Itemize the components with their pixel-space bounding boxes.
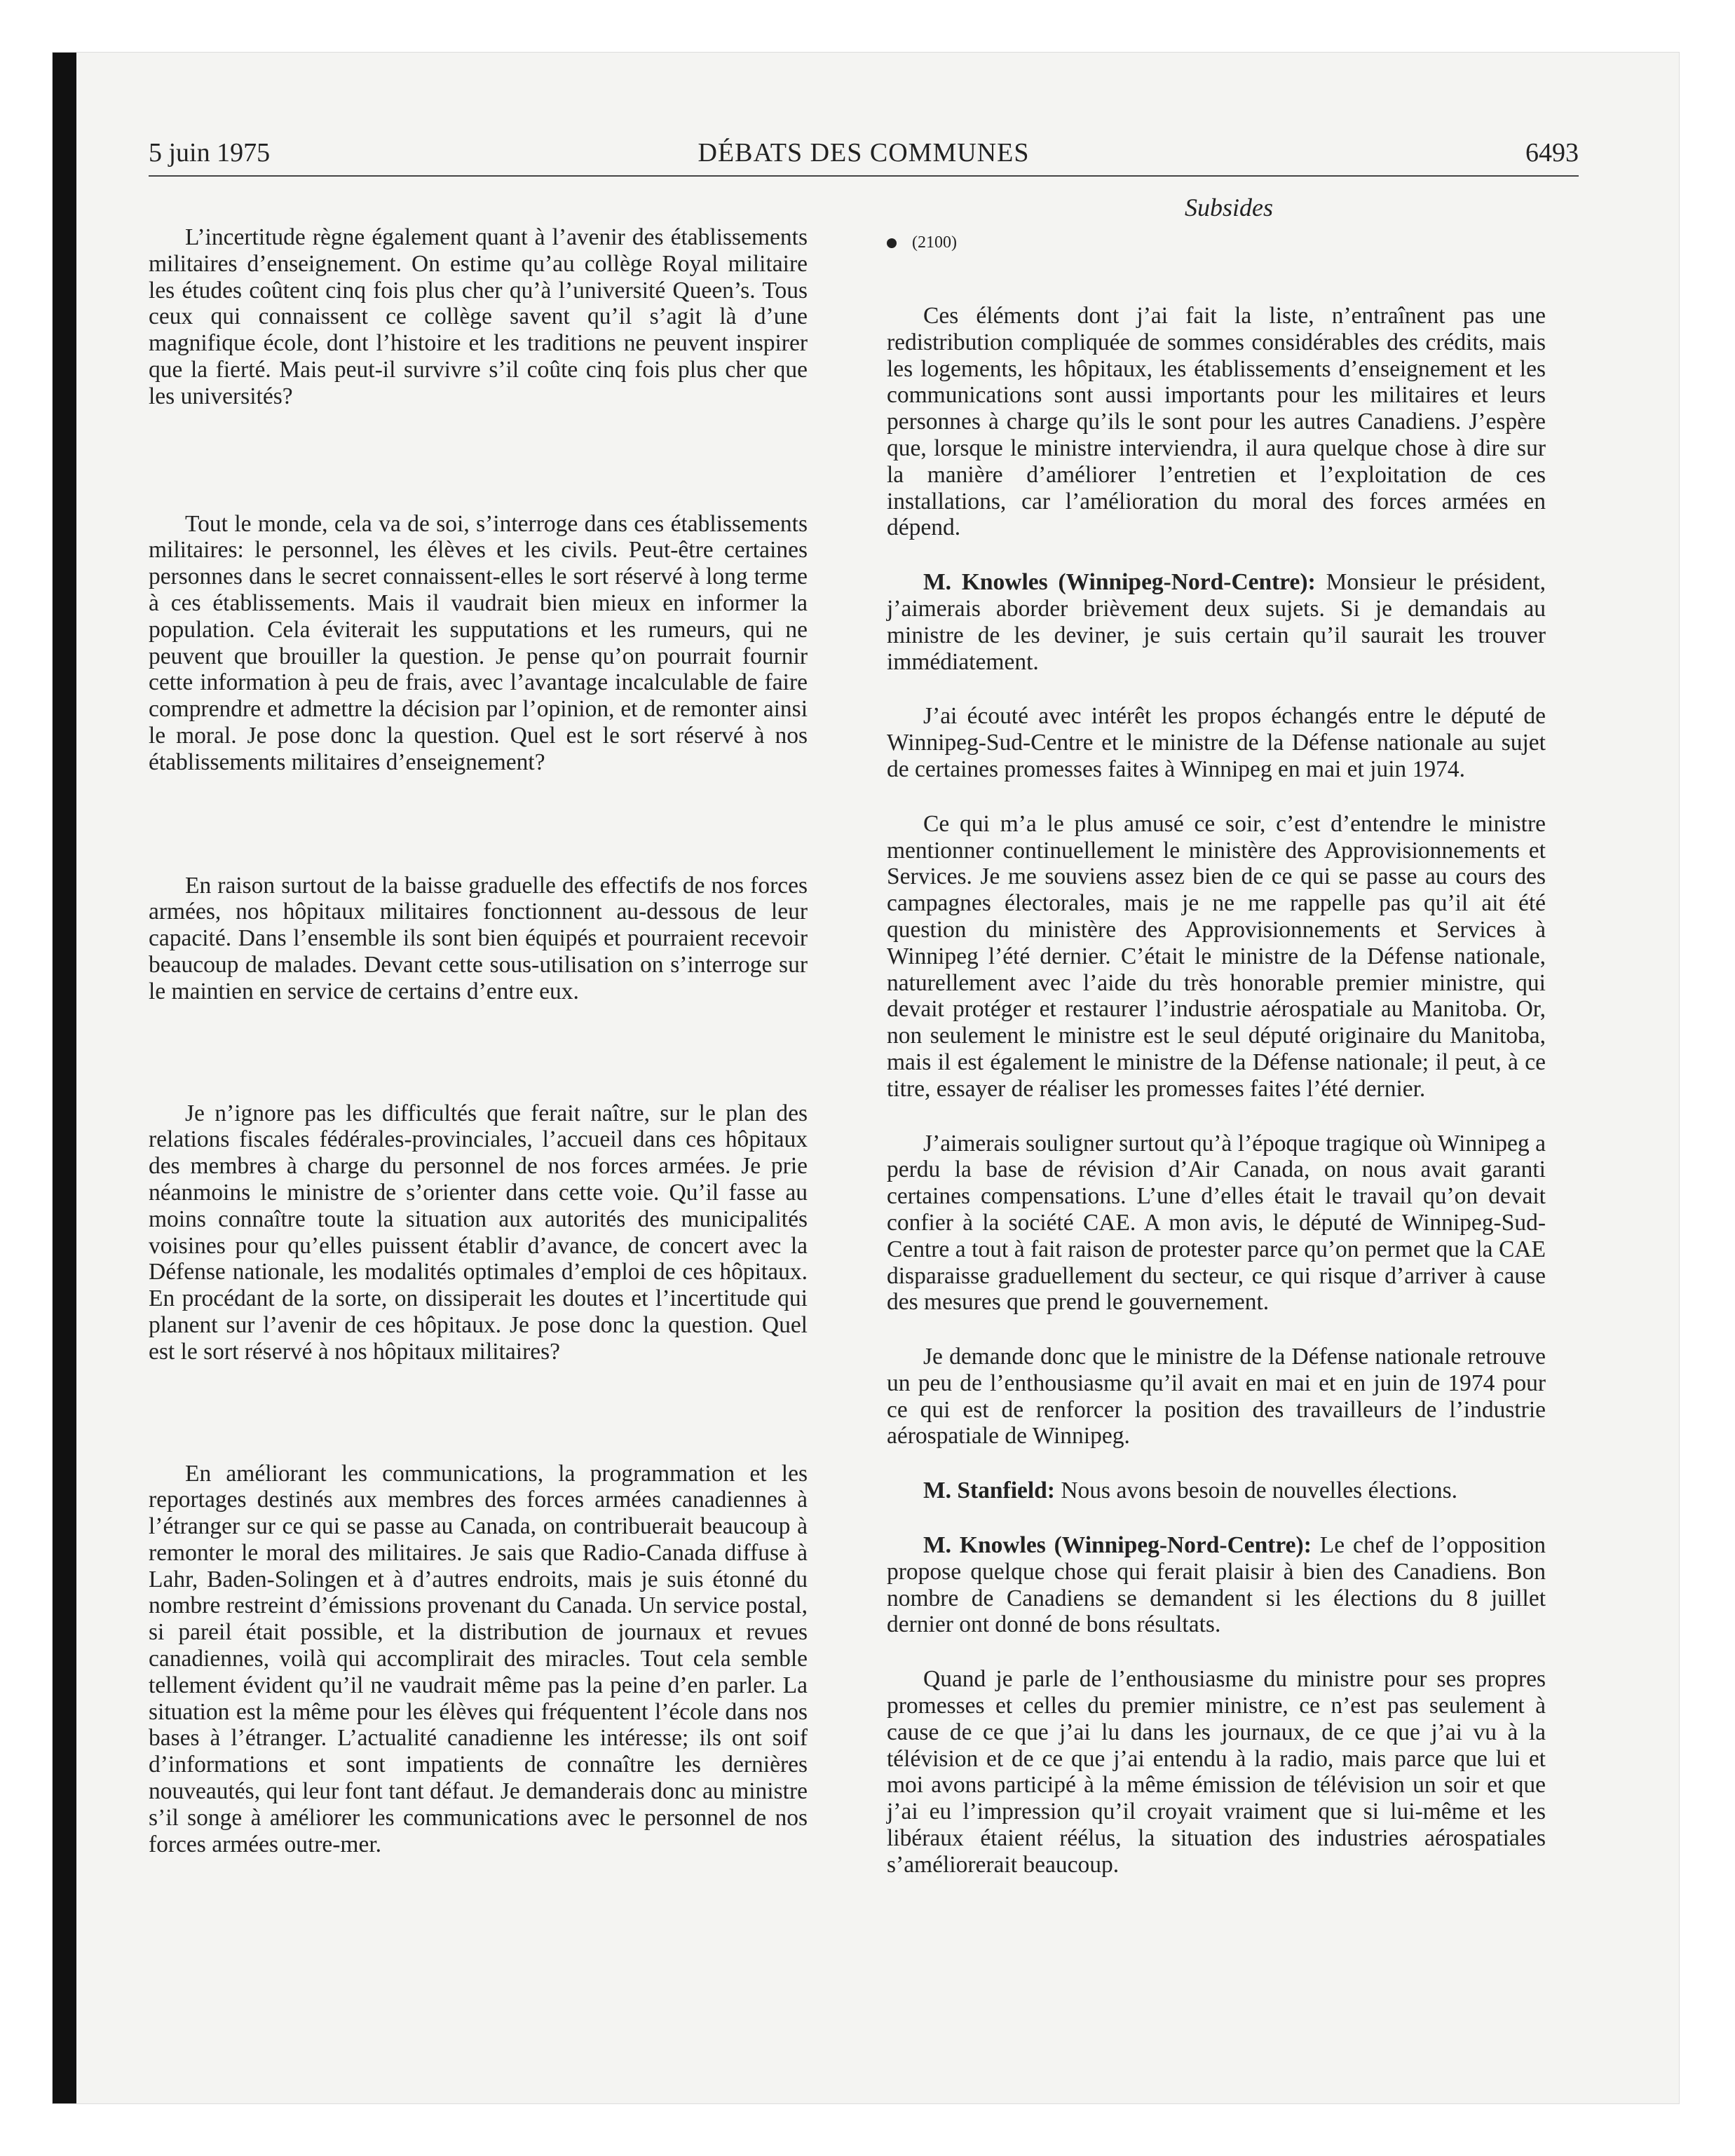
left-paragraph-1: L’incertitude règne également quant à l’avenir des établissements militaires d’enseignement. On estime qu’au collège Royal militaire les études coûtent cinq fois plus cher qu’à l’université Queen’s. Tous ceux qui connaissent ce collège savent qu’il s’agit là d’une magnifique école, dont l’histoire et les traditions ne peuvent inspirer que la fierté. Mais peut-il survivre s’il coûte cinq fois plus cher que les universités? [149,224,808,409]
time-marker [887,228,1546,257]
scan-edge-bar [53,53,76,2103]
page-header [149,133,1579,177]
speaker-text-1: Monsieur le président, j’aimerais aborder brièvement deux sujets. Si je demandais au ministre de les deviner, je suis certain qu’il saurait les trouver immédiatement. [887,569,1546,675]
section-title: Subsides [1185,193,1273,221]
right-paragraph-3: J’ai écouté avec intérêt les propos échangés entre le député de Winnipeg-Sud-Centre et le ministre de la Défense nationale au sujet de certaines promesses faites à Winnipeg en mai et juin 1974. [887,703,1546,782]
left-paragraph-2: Tout le monde, cela va de soi, s’interroge dans ces établissements militaires: le personnel, les élèves et les civils. Peut-être certaines personnes dans le secret connaissent-elles le sort réservé à long terme à ces établissements. Mais il vaudrait bien mieux en informer la population. Cela éviterait les supputations et les rumeurs, qui ne peuvent que brouiller la question. Je pense qu’on pourrait fournir cette information à peu de frais, avec l’avantage incalculable de faire comprendre et admettre la décision par l’opinion, et de remonter ainsi le moral. Je pose donc la question. Quel est le sort réservé à nos établissements militaires d’enseignement? [149,510,808,775]
speaker-stanfield: M. Stanfield: [923,1478,1055,1504]
right-paragraph-5: J’aimerais souligner surtout qu’à l’époque tragique où Winnipeg a perdu la base de révision d’Air Canada, on nous avait garanti certaines compensations. L’une d’elles était le travail qu’on devait confier à la société CAE. A mon avis, le député de Winnipeg-Sud-Centre a tout à fait raison de protester parce qu’on permet que la CAE disparaisse graduellement du secteur, ce qui risque d’arriver à cause des mesures que prend le gouvernement. [887,1130,1546,1316]
right-paragraph-8 [887,1532,1546,1638]
right-paragraph-1: Ces éléments dont j’ai fait la liste, n’entraînent pas une redistribution compliquée de sommes considérables des crédits, mais les logements, les hôpitaux, les établissements d’enseignement et les communications sont aussi importants pour les militaires et leurs personnes à charge qu’ils le sont pour les autres Canadiens. J’espère que, lorsque le ministre interviendra, il aura quelque chose à dire sur la manière d’améliorer l’entretien et l’exploitation de ces installations, car l’amélioration du moral des forces armées en dépend. [887,303,1546,541]
right-column [887,228,1546,1878]
right-paragraph-6: Je demande donc que le ministre de la Défense nationale retrouve un peu de l’enthousiasme qu’il avait en mai et en juin de 1974 pour ce qui est de renforcer la position des travailleurs de l’industrie aérospatiale de Winnipeg. [887,1344,1546,1449]
speaker-text-2: Nous avons besoin de nouvelles élections. [1061,1478,1458,1504]
left-paragraph-5: En améliorant les communications, la programmation et les reportages destinés aux membres des forces armées canadiennes à l’étranger sur ce qui se passe au Canada, on contribuerait beaucoup à remonter le moral des militaires. Je sais que Radio-Canada diffuse à Lahr, Baden-Solingen et à d’autres endroits, mais je suis étonné du nombre restreint d’émissions provenant du Canada. Un service postal, si pareil était possible, et la distribution de journaux et revues canadiennes, voilà qui accomplirait des miracles. Tout cela semble tellement évident qu’il ne vaudrait même pas la peine d’en parler. La situation est la même pour les élèves qui fréquentent l’école dans nos bases à l’étranger. L’actualité canadienne les intéresse; ils ont soif d’informations et sont impatients de connaître les dernières nouveautés, qui leur font tant défaut. Je demanderais donc au ministre s’il songe à améliorer les communications avec le personnel de nos forces armées outre-mer. [149,1460,808,1857]
header-page-number: 6493 [1525,138,1579,168]
speaker-knowles-1: M. Knowles (Winnipeg-Nord-Centre): [923,569,1316,596]
time-marker-text: (2100) [912,233,957,252]
left-column [149,224,808,1857]
right-paragraph-2 [887,569,1546,675]
right-paragraph-9: Quand je parle de l’enthousiasme du ministre pour ses propres promesses et celles du premier ministre, ce n’est pas seulement à cause de ce que j’ai lu dans les journaux, de ce que j’ai vu à la télévision et de ce que j’ai entendu à la radio, mais parce que lui et moi avons participé à la même émission de télévision un soir et que j’ai eu l’impression qu’il croyait vraiment que si lui-même et les libéraux étaient réélus, la situation des industries aérospatiales s’améliorerait beaucoup. [887,1666,1546,1878]
left-paragraph-3: En raison surtout de la baisse graduelle des effectifs de nos forces armées, nos hôpitaux militaires fonctionnent au-dessous de leur capacité. Dans l’ensemble ils sont bien équipés et pourraient recevoir beaucoup de malades. Devant cette sous-utilisation on s’interroge sur le maintien en service de certains d’entre eux. [149,872,808,1004]
left-paragraph-4: Je n’ignore pas les difficultés que ferait naître, sur le plan des relations fiscales fédérales-provinciales, l’accueil dans ces hôpitaux des membres à charge du personnel de nos forces armées. Je prie néanmoins le ministre de s’orienter dans cette voie. Qu’il fasse au moins connaître toute la situation aux autorités des municipalités voisines pour qu’elles puissent établir d’avance, de concert avec la Défense nationale, les modalités optimales d’emploi de ces hôpitaux. En procédant de la sorte, on dissiperait les doutes et l’incertitude qui planent sur l’avenir de ces hôpitaux. Je pose donc la question. Quel est le sort réservé à nos hôpitaux militaires? [149,1100,808,1365]
header-date: 5 juin 1975 [149,138,271,168]
speaker-knowles-2: M. Knowles (Winnipeg-Nord-Centre): [923,1532,1312,1559]
speaker-text-3: Le chef de l’opposition propose quelque chose qui ferait plaisir à bien des Canadiens. Bon nombre de Canadiens se demandent si les élections du 8 juillet dernier ont donné de bons résultats. [887,1532,1546,1638]
right-paragraph-4: Ce qui m’a le plus amusé ce soir, c’est d’entendre le ministre mentionner continuellement le ministère des Approvisionnements et Services. Je me souviens assez bien de ce qui se passe au cours des campagnes électorales, mais je ne me rappelle pas qu’il ait été question du ministère des Approvisionnements et Services à Winnipeg l’été dernier. C’était le ministre de la Défense nationale, naturellement avec l’aide du très honorable premier ministre, qui devait protéger et restaurer l’industrie aérospatiale au Manitoba. Or, non seulement le ministre est le seul député originaire du Manitoba, mais il est également le ministre de la Défense nationale; il peut, à ce titre, essayer de réaliser les promesses faites l’été dernier. [887,810,1546,1102]
right-paragraph-7 [887,1478,1546,1504]
bullet-icon [887,238,897,248]
header-title: DÉBATS DES COMMUNES [698,138,1030,168]
